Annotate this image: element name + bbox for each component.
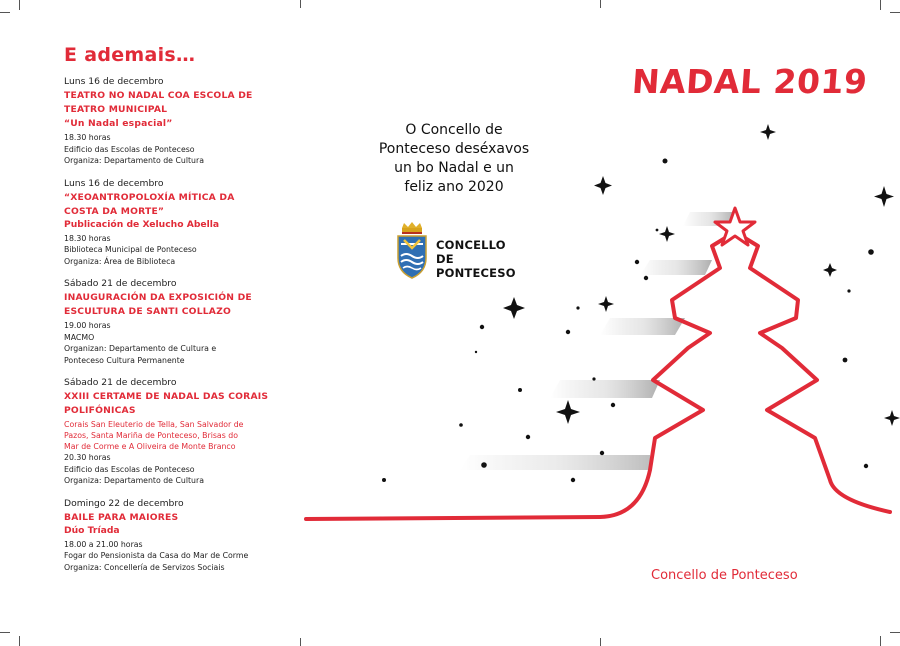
crop-mark — [890, 12, 900, 13]
events-column — [64, 44, 284, 584]
event-details — [64, 233, 284, 268]
event-date: Sábado 21 de decembro — [64, 377, 177, 388]
event-detail-line: Organiza: Área de Biblioteca — [64, 256, 176, 266]
fold-mark — [600, 0, 601, 8]
event-title-line: BAILE PARA MAIORES — [64, 511, 179, 523]
event-title-line: TEATRO MUNICIPAL — [64, 104, 168, 115]
crop-mark — [890, 632, 900, 633]
logo-line: CONCELLO DE — [436, 238, 506, 266]
fold-mark — [600, 638, 601, 646]
event-detail-line: Ponteceso Cultura Permanente — [64, 355, 185, 365]
sparkle-icon — [556, 400, 580, 424]
event-date: Domingo 22 de decembro — [64, 497, 184, 509]
tree-outline — [306, 232, 890, 519]
event-details — [64, 539, 284, 574]
greeting-line: O Concello de — [405, 122, 503, 138]
event-details — [64, 132, 284, 167]
event-title-line: “XEOANTROPOLOXÍA MÍTICA DA — [64, 191, 235, 203]
sparkle-icon — [594, 176, 612, 195]
event-title-line: “Un Nadal espacial” — [64, 118, 173, 129]
event-detail-line: Organiza: Departamento de Cultura — [64, 156, 204, 165]
event-title-line: TEATRO NO NADAL COA ESCOLA DE — [64, 90, 253, 101]
event-detail-line: Edificio das Escolas de Ponteceso — [64, 144, 195, 154]
event-detail-line: Biblioteca Municipal de Ponteceso — [64, 245, 197, 254]
greeting-line: feliz ano 2020 — [404, 179, 504, 195]
event-detail-line: Organiza: Concellería de Servizos Sociais — [64, 562, 225, 572]
footer-organizer: Concello de Ponteceso — [651, 568, 798, 583]
logo-line: PONTECESO — [436, 266, 516, 280]
event-details — [64, 320, 284, 366]
event-item — [64, 278, 284, 366]
greeting-line: Ponteceso deséxavos — [378, 141, 530, 157]
sparkle-icon — [884, 410, 900, 426]
crop-mark — [880, 0, 881, 10]
sparkle-icon — [598, 296, 614, 312]
event-subtitle: Publicación de Xelucho Abella — [64, 218, 220, 230]
event-detail-line: 18.30 horas — [64, 133, 111, 142]
crop-mark — [19, 0, 20, 10]
event-item — [64, 498, 284, 574]
event-detail-line: 18.00 a 21.00 horas — [64, 539, 143, 549]
crop-mark — [0, 12, 10, 13]
event-detail-line: 20.30 horas — [64, 453, 111, 462]
events-heading: E ademais… — [64, 44, 196, 66]
crop-mark — [880, 636, 881, 646]
event-detail-line: 19.00 horas — [64, 321, 111, 330]
event-participants-line: Mar de Corme e A Oliveira de Monte Branco — [64, 442, 236, 451]
sparkle-icon — [760, 124, 776, 140]
crop-mark — [0, 632, 10, 633]
crop-mark — [19, 636, 20, 646]
event-date: Luns 16 de decembro — [64, 177, 164, 189]
event-item — [64, 377, 284, 487]
event-detail-line: Edificio das Escolas de Ponteceso — [64, 464, 195, 474]
event-detail-line: Organiza: Departamento de Cultura — [64, 476, 204, 485]
event-subtitle: Dúo Tríada — [64, 524, 120, 536]
event-detail-line: Organizan: Departamento de Cultura e — [64, 344, 217, 353]
fold-mark — [300, 0, 301, 8]
sparkle-icon — [659, 226, 675, 242]
fold-mark — [300, 638, 301, 646]
main-title: NADAL 2019 — [630, 62, 869, 101]
event-date: Sábado 21 de decembro — [64, 278, 177, 289]
sparkle-icon — [503, 297, 525, 319]
event-title-line: XXIII CERTAME DE NADAL DAS CORAIS — [64, 391, 269, 402]
event-participants-line: Corais San Eleuterio de Tella, San Salvador de — [64, 420, 244, 429]
event-detail-line: MACMO — [64, 332, 95, 342]
greeting-line: un bo Nadal e un — [394, 160, 514, 176]
event-title-line: POLIFÓNICAS — [64, 405, 136, 416]
event-title-line: COSTA DA MORTE” — [64, 205, 165, 217]
event-details — [64, 419, 284, 487]
events-list — [64, 76, 284, 573]
sparkle-icon — [874, 186, 894, 207]
christmas-tree-icon — [300, 120, 900, 530]
event-detail-line: 18.30 horas — [64, 233, 111, 243]
event-title-line: INAUGURACIÓN DA EXPOSICIÓN DE — [64, 292, 252, 303]
event-date: Luns 16 de decembro — [64, 76, 164, 87]
sparkle-icon — [823, 263, 837, 277]
event-title-line: ESCULTURA DE SANTI COLLAZO — [64, 306, 231, 317]
event-item — [64, 76, 284, 167]
event-participants-line: Pazos, Santa Mariña de Ponteceso, Brisas do — [64, 431, 238, 440]
event-item — [64, 178, 284, 268]
event-detail-line: Fogar do Pensionista da Casa do Mar de Corme — [64, 551, 249, 560]
